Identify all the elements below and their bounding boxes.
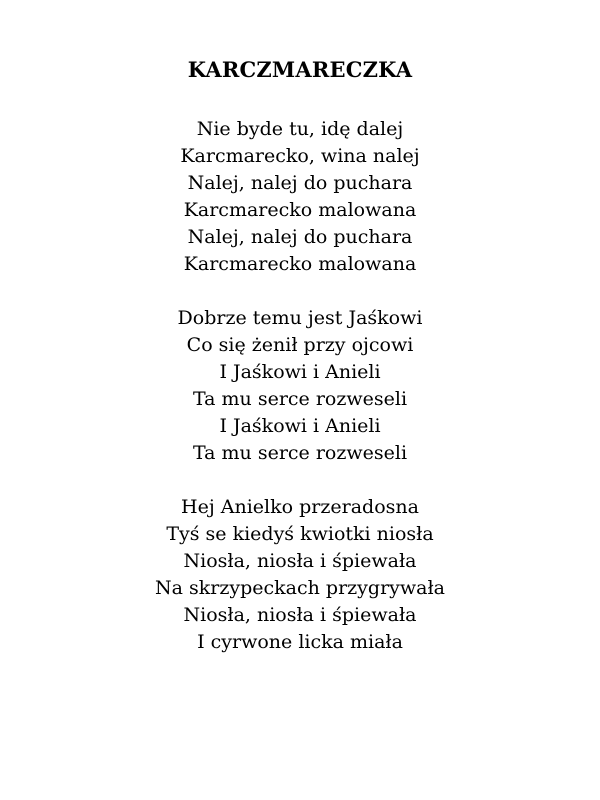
lyric-line: Niosła, niosła i śpiewała xyxy=(183,550,417,572)
lyric-line: Karcmarecko, wina nalej xyxy=(180,145,420,167)
lyric-line: I Jaśkowi i Anieli xyxy=(219,361,381,383)
lyric-line: I cyrwone licka miała xyxy=(197,631,403,653)
lyric-line: Tyś se kiedyś kwiotki niosła xyxy=(166,523,434,545)
stanza-3 xyxy=(0,494,600,656)
lyric-line: Nalej, nalej do puchara xyxy=(187,172,413,194)
lyric-line: Co się żenił przy ojcowi xyxy=(186,334,414,356)
song-title: KARCZMARECZKA xyxy=(187,57,413,82)
stanza-1 xyxy=(0,116,600,278)
lyric-line: Ta mu serce rozweseli xyxy=(192,442,408,464)
lyrics-body xyxy=(0,116,600,683)
lyric-line: Niosła, niosła i śpiewała xyxy=(183,604,417,626)
lyric-line: Na skrzypeckach przygrywała xyxy=(155,577,445,599)
lyric-line: Karcmarecko malowana xyxy=(183,253,417,275)
lyric-line: Hej Anielko przeradosna xyxy=(181,496,419,518)
lyric-line: Nalej, nalej do puchara xyxy=(187,226,413,248)
lyric-line: Karcmarecko malowana xyxy=(183,199,417,221)
lyric-line: I Jaśkowi i Anieli xyxy=(219,415,381,437)
lyric-line: Dobrze temu jest Jaśkowi xyxy=(177,307,423,329)
stanza-2 xyxy=(0,305,600,467)
lyric-line: Nie byde tu, idę dalej xyxy=(196,118,404,140)
lyric-line: Ta mu serce rozweseli xyxy=(192,388,408,410)
